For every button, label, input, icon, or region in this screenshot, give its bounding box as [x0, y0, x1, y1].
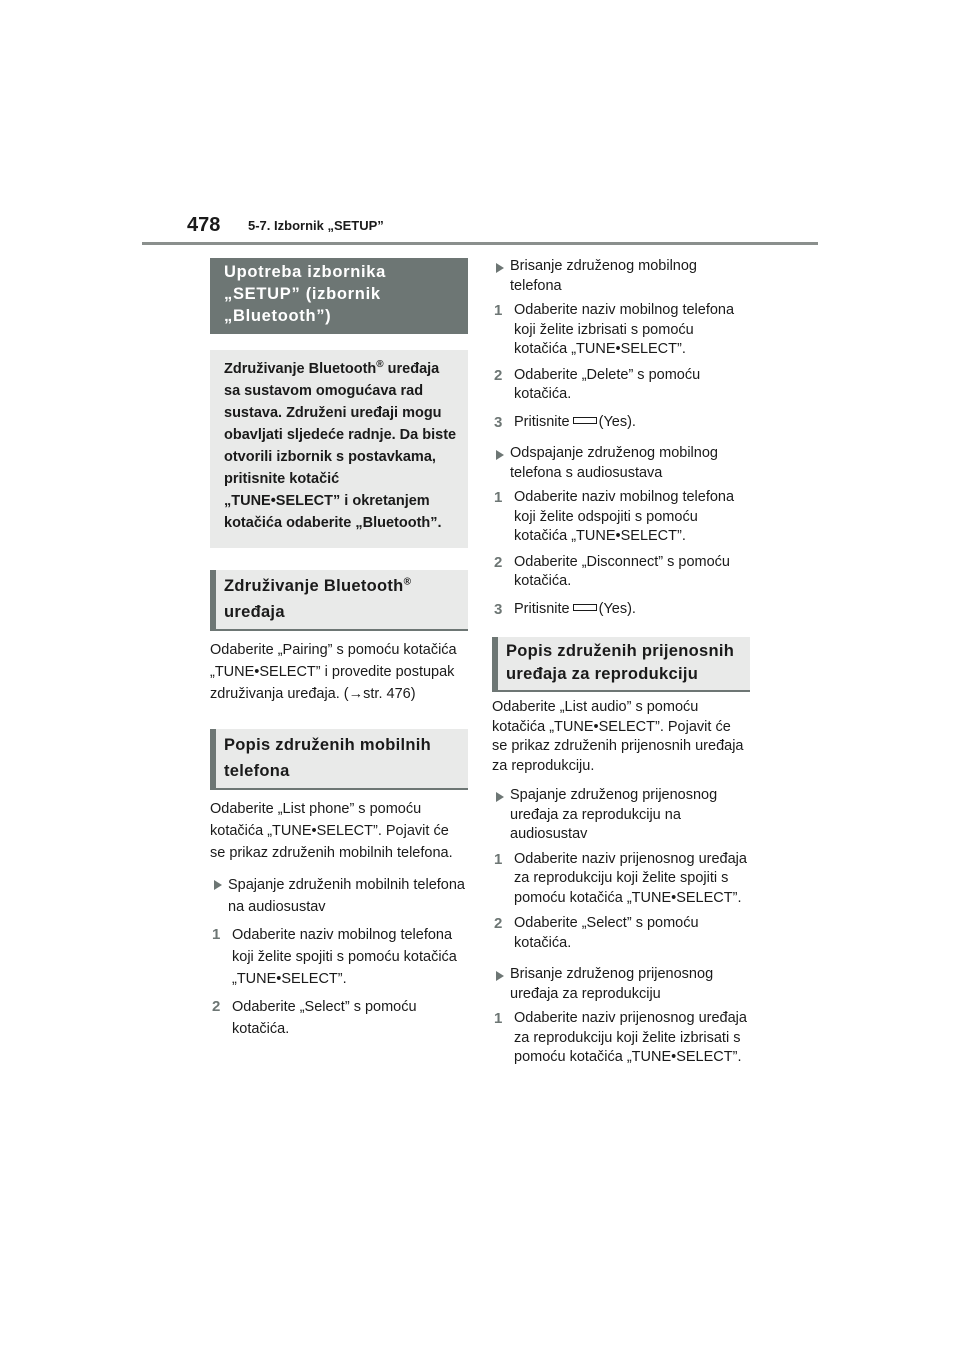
step-text: Pritisnite: [514, 600, 570, 617]
chapter-title: 5-7. Izbornik „SETUP”: [248, 218, 384, 233]
triangle-bullet-icon: [496, 971, 504, 981]
step-item: [492, 850, 750, 909]
step-text: Odaberite „Delete” s pomoću kotačića.: [514, 366, 701, 402]
step-item: [492, 366, 750, 405]
intro-text-rest: uređaja sa sustavom omogućava rad sustava. Združeni uređaji mogu obavljati sljedeće radnje. Da biste otvorili izbornik s postavkama, pritisnite kotačić „TUNE•SELECT” i okretanjem kotačića odaberite „Bluetooth”.: [224, 361, 457, 531]
step-number: 1: [212, 926, 221, 943]
step-item: [210, 924, 468, 990]
pairing-heading-text-2: uređaja: [224, 603, 285, 621]
right-column: [492, 257, 750, 1068]
step-number: 2: [494, 915, 503, 932]
arrow-right-icon: →: [348, 686, 364, 702]
bullet-text: Odspajanje združenog mobilnog telefona s audiosustava: [510, 445, 718, 481]
phones-list-text: Odaberite „List phone” s pomoću kotačića „TUNE•SELECT”. Pojavit će se prikaz združenih mobilnih telefona.: [210, 801, 453, 861]
step-number: 2: [494, 366, 503, 384]
pairing-text: [210, 639, 468, 705]
delete-phone-bullet: [492, 257, 750, 296]
step-text: Odaberite naziv prijenosnog uređaja za reprodukciju koji želite spojiti s pomoću kotačića „TUNE•SELECT”.: [514, 850, 747, 906]
bullet-text: Brisanje združenog prijenosnog uređaja za reprodukciju: [510, 966, 714, 1002]
audio-list-text: Odaberite „List audio” s pomoću kotačića „TUNE•SELECT”. Pojavit će se prikaz združenih prijenosnih uređaja za reprodukciju.: [492, 699, 744, 774]
left-column: [210, 258, 468, 1040]
pairing-heading: [210, 570, 468, 631]
step-text-end: (Yes).: [598, 413, 636, 430]
step-item: [492, 301, 750, 360]
step-item: [492, 413, 750, 433]
bullet-text: Brisanje združenog mobilnog telefona: [510, 258, 697, 294]
header-divider: [142, 242, 818, 245]
triangle-bullet-icon: [496, 450, 504, 460]
intro-box: [210, 350, 468, 548]
step-text: Odaberite naziv prijenosnog uređaja za reprodukciju koji želite izbrisati s pomoću kotačića „TUNE•SELECT”.: [514, 1010, 747, 1065]
step-item: [492, 553, 750, 592]
triangle-bullet-icon: [496, 792, 504, 802]
step-number: 1: [494, 489, 503, 506]
phones-list-heading: Popis združenih mobilnih telefona: [210, 729, 468, 790]
step-number: 2: [212, 998, 221, 1015]
audio-delete-bullet: [492, 965, 750, 1004]
step-text: Odaberite „Disconnect” s pomoću kotačića.: [514, 553, 730, 589]
step-text: Odaberite naziv mobilnog telefona koji želite izbrisati s pomoću kotačića „TUNE•SELECT”.: [514, 302, 735, 357]
triangle-bullet-icon: [496, 263, 504, 273]
audio-connect-bullet: [492, 786, 750, 845]
audio-list-heading: Popis združenih prijenosnih uređaja za reprodukciju: [492, 637, 750, 692]
step-number: 3: [494, 413, 503, 431]
step-text: Pritisnite: [514, 413, 570, 430]
step-item: [492, 914, 750, 953]
step-number: 2: [494, 553, 503, 571]
page-number: 478: [187, 214, 221, 236]
disconnect-phone-bullet: [492, 444, 750, 483]
registered-mark: ®: [376, 359, 384, 371]
pairing-text-start: Odaberite „Pairing” s pomoću kotačića „TUNE•SELECT” i provedite postupak združivanja uređaja. (: [210, 642, 457, 702]
page-reference-link[interactable]: str. 476): [363, 686, 416, 702]
section-title: Upotreba izbornika „SETUP” (izbornik „Bluetooth”): [210, 258, 468, 334]
bullet-text: Spajanje združenog prijenosnog uređaja za reprodukciju na audiosustav: [510, 787, 718, 842]
step-text-end: (Yes).: [598, 600, 636, 617]
intro-text-start: Združivanje Bluetooth: [224, 361, 377, 377]
step-text: Odaberite „Select” s pomoću kotačića.: [514, 915, 699, 951]
step-text: Odaberite naziv mobilnog telefona koji želite odspojiti s pomoću kotačića „TUNE•SELECT”.: [514, 489, 735, 544]
bullet-text: Spajanje združenih mobilnih telefona na audiosustav: [228, 877, 465, 915]
step-number: 1: [494, 302, 503, 319]
page-header: [142, 212, 818, 248]
step-text: Odaberite „Select” s pomoću kotačića.: [232, 999, 417, 1037]
step-text: Odaberite naziv mobilnog telefona koji želite spojiti s pomoću kotačića „TUNE•SELECT”.: [232, 927, 457, 987]
step-number: 3: [494, 600, 503, 618]
connect-phone-bullet: [210, 874, 468, 918]
yes-button-icon: [573, 417, 597, 424]
step-item: [492, 1009, 750, 1068]
registered-mark: ®: [403, 576, 412, 588]
triangle-bullet-icon: [214, 880, 222, 890]
step-item: [492, 600, 750, 620]
yes-button-icon: [573, 604, 597, 611]
pairing-heading-text: Združivanje Bluetooth: [224, 577, 404, 595]
step-item: [492, 488, 750, 547]
step-item: [210, 996, 468, 1040]
step-number: 1: [494, 850, 503, 868]
step-number: 1: [494, 1010, 503, 1027]
